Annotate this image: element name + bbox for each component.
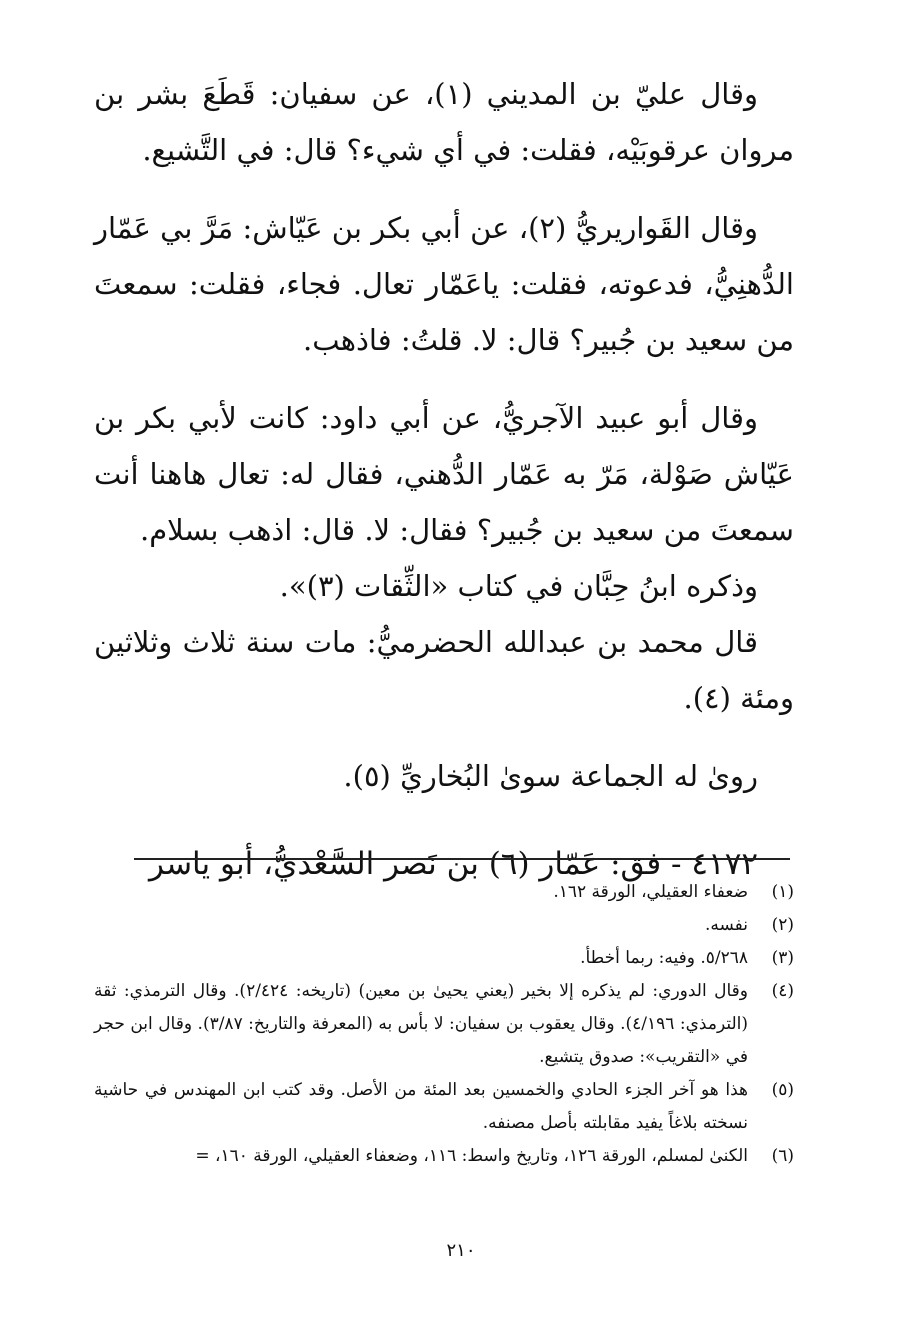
footnote-number: (٦)	[771, 1146, 794, 1166]
page-number: ٢١٠	[446, 1240, 476, 1261]
paragraph-6: روىٰ له الجماعة سوىٰ البُخاريِّ (٥).	[343, 759, 758, 793]
footnote-4	[94, 975, 794, 1074]
paragraph-3: وقال أبو عبيد الآجريُّ، عن أبي داود: كانت لأبي بكر بن عَيّاش صَوْلة، مَرّ به عَمّار الدُّهني، فقال له: تعال هاهنا أنت سمعتَ من سعيد بن جُبير؟ فقال: لا. قال: اذهب بسلام.	[94, 401, 794, 547]
footnote-3	[94, 942, 794, 975]
footnote-number: (٢)	[771, 915, 794, 935]
footnote-6	[94, 1140, 794, 1173]
paragraph-4: وذكره ابنُ حِبَّان في كتاب «الثِّقات (٣)».	[279, 569, 758, 603]
footnote-text: ٥/٢٦٨. وفيه: ربما أخطأ.	[580, 948, 748, 968]
footnote-number: (٥)	[771, 1080, 794, 1100]
footnote-text: ضعفاء العقيلي، الورقة ١٦٢.	[553, 882, 748, 902]
footnote-number: (١)	[771, 882, 794, 902]
footnote-separator	[134, 858, 790, 860]
footnote-2	[94, 909, 794, 942]
footnote-number: (٣)	[771, 948, 794, 968]
paragraph-1: وقال عليّ بن المديني (١)، عن سفيان: قَطَعَ بشر بن مروان عرقوبَيْه، فقلت: في أي شيء؟ قال: في التَّشيع.	[94, 77, 794, 167]
footnote-text: نفسه.	[704, 915, 748, 935]
footnote-text: وقال الدوري: لم يذكره إلا بخير (يعني يحيىٰ بن معين) (تاريخه: ٢/٤٢٤). وقال الترمذي: ثقة (الترمذي: ٤/١٩٦). وقال يعقوب بن سفيان: لا بأس به (المعرفة والتاريخ: ٣/٨٧). وقال ابن حجر في «التقريب»: صدوق يتشيع.	[94, 981, 748, 1067]
footnote-number: (٤)	[771, 981, 794, 1001]
footnotes	[94, 876, 794, 1173]
footnote-5	[94, 1074, 794, 1140]
paragraph-2: وقال القَواريريُّ (٢)، عن أبي بكر بن عَيّاش: مَرَّ بي عَمّار الدُّهنِيُّ، فدعوته، فقلت: ياعَمّار تعال. فجاء، فقلت: سمعتَ من سعيد بن جُبير؟ قال: لا. قلتُ: فاذهب.	[94, 211, 794, 357]
footnote-text: الكنىٰ لمسلم، الورقة ١٢٦، وتاريخ واسط: ١١٦، وضعفاء العقيلي، الورقة ١٦٠، =	[195, 1146, 748, 1166]
footnote-1	[94, 876, 794, 909]
footnote-text: هذا هو آخر الجزء الحادي والخمسين بعد المئة من الأصل. وقد كتب ابن المهندس في حاشية نسخته بلاغاً يفيد مقابلته بأصل مصنفه.	[94, 1080, 748, 1133]
entry-heading: ٤١٧٢ - فق: عَمّار (٦) بن نَصر السَّعْديُّ، أبو ياسر	[148, 846, 758, 882]
main-text	[94, 66, 794, 892]
paragraph-5: قال محمد بن عبدالله الحضرميُّ: مات سنة ثلاث وثلاثين ومئة (٤).	[94, 625, 794, 715]
